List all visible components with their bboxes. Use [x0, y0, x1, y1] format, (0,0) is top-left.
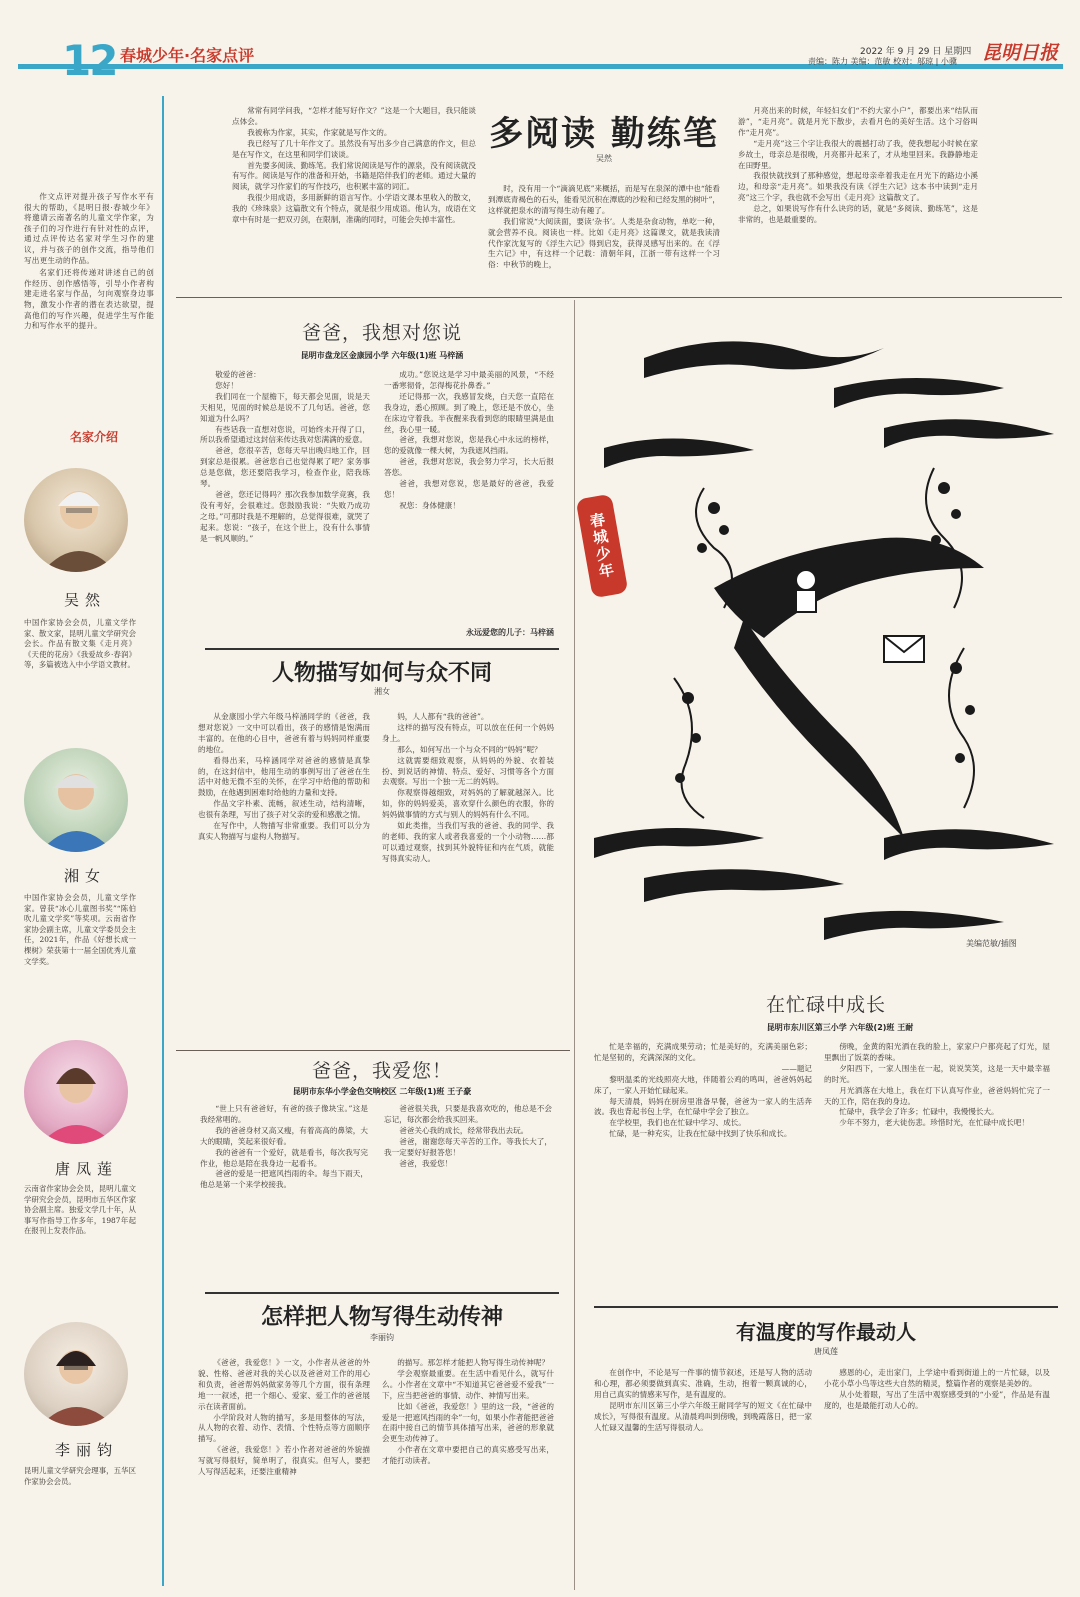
- paragraph: 首先要多阅读、勤练笔。我们常说阅读是写作的源泉，没有阅读就没有写作。阅读是写作的准备和开始，书籍是陪伴我们的老师。通过大量的阅读，就学习作家们的写作技巧，也积累丰富的词汇。: [232, 160, 476, 192]
- author-school: 昆明市东华小学金色交响校区 二年级(1)班 王子豪: [292, 1087, 472, 1096]
- editor-credits: 责编：陈力 美编：范敏 校对：邬琼 | 小骥: [808, 57, 957, 66]
- title-rule: [205, 648, 559, 650]
- article-title: 在忙碌中成长: [765, 994, 886, 1016]
- author-photo: [24, 1040, 128, 1144]
- author-name: 湘女: [64, 867, 107, 885]
- paragraph: 比如《爸爸，我爱您！》里的这一段，“爸爸的爱是一把遮风挡雨的伞”一句，如果小作者能把爸爸在雨中接自己的情节具体描写出来，爸爸的形象就会更生动传神了。: [382, 1401, 554, 1444]
- portrait-icon: [24, 1322, 128, 1426]
- author-bio: 昆明儿童文学研究会理事，五华区作家协会会员。: [24, 1466, 136, 1486]
- portrait-icon: [24, 468, 128, 572]
- paragraph: 夕阳西下，一家人围坐在一起，说说笑笑，这是一天中最幸福的时光。: [824, 1063, 1050, 1084]
- article-column: [198, 1358, 370, 1588]
- article-column: [232, 106, 476, 292]
- article-column: [382, 1358, 554, 1588]
- author-school: 昆明市盘龙区金康园小学 六年级(1)班 马梓涵: [300, 351, 464, 360]
- paragraph: 我的爸爸身材又高又瘦，有着高高的鼻梁，大大的眼睛，笑起来很好看。: [200, 1125, 368, 1146]
- paragraph: 看得出来，马梓涵同学对爸爸的感情是真挚的，在这封信中，他用生动的事例写出了爸爸在生活中对他无微不至的关怀，在学习中给他的帮助和鼓励，在他遇到困难时给他的力量和支持。: [198, 755, 370, 798]
- paragraph: 作品文字朴素、流畅，叙述生动，结构清晰，也很有条理，写出了孩子对父亲的爱和感激之情。: [198, 799, 370, 820]
- paragraph: 我的爸爸有一个爱好，就是看书，每次我写完作业，他总是陪在我身边一起看书。: [200, 1147, 368, 1168]
- article-author: 吴然: [596, 154, 612, 163]
- paragraph: 我已经写了几十年作文了。虽然没有写出多少自己满意的作文，但总是在写作文，在这里和同学们谈谈。: [232, 138, 476, 159]
- article-author: 李丽钧: [370, 1333, 394, 1342]
- paragraph: 从小处着眼，写出了生活中观察感受到的“小爱”，作品是有温度的，也是最能打动人心的。: [824, 1389, 1050, 1410]
- paragraph: 我很快就找到了那种感觉，想起母亲牵着我走在月光下的路边小溪边，和母亲“走月亮”。如果我没有读《浮生六记》这本书中读到“走月亮”这三个字，我也就不会写出《走月亮》这篇散文了。: [738, 171, 978, 203]
- article-author: 唐凤莲: [814, 1347, 838, 1356]
- paragraph: 祝您：身体健康！: [399, 500, 460, 510]
- article-column: [384, 370, 554, 620]
- paragraph: 还记得那一次，我感冒发烧，白天您一直陪在我身边，悉心照顾。到了晚上，您还是不放心，坐在床边守着我。半夜醒来我看到您的眼睛里满是血丝，我心里一暖。: [384, 391, 554, 434]
- paragraph: 常常有同学问我，“怎样才能写好作文？”这是一个大题目，我只能谈点体会。: [232, 106, 476, 126]
- paragraph: 时，没有用一个“滴滴见底”来概括，而是写在泉深的潭中也“能看到潭底青褐色的石头，能看见沉积在潭底的沙粒和已经发黑的树叶”，这样就把泉水的清写得生动有趣了。: [488, 184, 720, 215]
- paragraph: 成功。”您说这是学习中最美丽的风景，“不经一番寒彻骨，怎得梅花扑鼻香。”: [384, 370, 554, 390]
- paragraph: 在学校里，我们也在忙碌中学习、成长。: [609, 1118, 746, 1128]
- article-title: 人物描写如何与众不同: [271, 661, 492, 686]
- paragraph: 你观察得越细致，对妈妈的了解就越深入。比如，你的妈妈爱美，喜欢穿什么颜色的衣服，你的妈妈做事情的方式与别人的妈妈有什么不同。: [382, 788, 554, 820]
- sidebar-divider: [162, 96, 164, 1586]
- paragraph: 有些话我一直想对您说，可始终未开得了口，所以我希望通过这封信来传达我对您满满的爱意。: [200, 424, 370, 445]
- article-title: 多阅读 勤练笔: [489, 114, 719, 154]
- article-column: [824, 1368, 1050, 1588]
- author-photo: [24, 468, 128, 572]
- paragraph: 我们同在一个屋檐下，每天都会见面，说是天天相见，见面的时候总是说不了几句话。爸爸，您知道为什么吗？: [200, 391, 370, 423]
- paragraph: 《爸爸，我爱您！》一文，小作者从爸爸的外貌、性格、爸爸对我的关心以及爸爸对工作的用心和负责，爸爸帮妈妈做家务等几个方面，很有条理地一一叙述，把一个细心、爱家、爱工作的爸爸展示在读者面前。: [198, 1358, 370, 1411]
- paragraph: 月亮出来的时候，年轻妇女们“不约大家小户”，都要出来“结队而游”，“走月亮”。就是月光下散步，去看月色的美好生活。这个习俗叫作“走月亮”。: [738, 106, 978, 137]
- column-divider: [574, 300, 575, 1590]
- letter-signature: 永远爱您的儿子：马梓涵: [466, 628, 554, 637]
- article-title: 怎样把人物写得生动传神: [260, 1305, 503, 1330]
- article-column: [200, 1104, 368, 1274]
- article-column: [198, 712, 370, 1038]
- paragraph: 忙碌中，我学会了许多；忙碌中，我慢慢长大。: [839, 1107, 999, 1117]
- article-column: [824, 1042, 1050, 1264]
- paragraph: 忙是幸福的，充满成果劳动；忙是美好的，充满美丽色彩；忙是坚韧的，充满深深的文化。: [594, 1042, 812, 1062]
- paragraph: 敬爱的爸爸：: [215, 370, 261, 379]
- article-title: 爸爸，我想对您说: [301, 322, 462, 344]
- illustration: [584, 318, 1066, 950]
- paragraph: 小作者在文章中要把自己的真实感受写出来，才能打动读者。: [382, 1445, 554, 1466]
- paragraph: 爸爸，我想对您说，您是我心中永远的榜样，您的爱就像一棵大树，为我遮风挡雨。: [384, 435, 554, 456]
- section-divider: [176, 1050, 570, 1051]
- article-column: [594, 1042, 812, 1290]
- article-title: 有温度的写作最动人: [736, 1320, 916, 1344]
- sidebar-intro-para: 名家们还将传递对讲述自己的创作经历、创作感悟等，引导小作者构建走进名家与作品，匀向观察身边事物，激发小作者的潜在表达欲望，提高他们的写作兴趣，促进学生写作能力和写作水平的提升。: [24, 268, 154, 331]
- author-name: 吴然: [64, 591, 107, 609]
- paragraph: 忙碌，是一种充实，让我在忙碌中找到了快乐和成长。: [609, 1129, 792, 1139]
- masthead: 昆明日报: [982, 42, 1059, 64]
- paragraph: 爸爸，您很辛苦，您每天早出晚归地工作，回到家总是很累。爸爸您自己也觉得累了吧？家务事总是您做，您还要陪我学习，检查作业，陪我练琴。: [200, 446, 370, 489]
- paragraph: 我们常说“大阅读面，要读‘杂书’。人类是杂食动物，单吃一种，就会营养不良。阅读也一样。比如《走月亮》这篇课文，就是我读清代作家沈复写的《浮生六记》得到启发，获得灵感写出来的。在《浮生六记》中，有这样一个记载：清朝年间，江浙一带有这样一个习俗：中秋节的晚上，: [488, 216, 720, 270]
- author-photo: [24, 1322, 128, 1426]
- article-column: [594, 1368, 812, 1588]
- section-divider: [176, 297, 1062, 298]
- paragraph: 学会观察最重要。在生活中看见什么，就写什么。小作者在文章中“不知道其它爸爸爱不爱我”一下，应当把爸爸的事情、动作、神情写出来。: [382, 1368, 554, 1400]
- paragraph: 我很少用成语，多用新鲜的语言写作。小学语文课本里收入的散文，我的《珍珠泉》这篇散文有个特点，就是很少用成语。他认为，成语在文章中有时是一把双刃剑，在限制，准确的同时，可能会失掉丰富性。: [232, 193, 476, 225]
- column-badge-text: 春城少年: [586, 511, 617, 582]
- article-column: [200, 370, 370, 636]
- page-number: 12: [62, 36, 117, 85]
- paragraph: 每天清晨，妈妈在厨房里准备早餐，爸爸为一家人的生活奔波。我也背起书包上学，在忙碌中学会了独立。: [594, 1096, 812, 1117]
- paragraph: 爸爸关心我的成长，经常带我出去玩。: [399, 1125, 529, 1135]
- sidebar-intro-para: 作文点评对提升孩子写作水平有很大的帮助，《昆明日报·春城少年》将邀请云南著名的儿童文学作家，为孩子们的习作进行有针对性的点评，通过点评传达名家对学生习作的建议，并与孩子的创作交流，指导他们写出更生动的作品。: [24, 192, 154, 265]
- paragraph: 黎明温柔的光线照亮大地，伴随着公鸡的鸣叫，爸爸妈妈起床了，一家人开始忙碌起来。: [594, 1074, 812, 1095]
- section-title: 春城少年·名家点评: [120, 46, 255, 65]
- paragraph: 爸爸，我想对您说，我会努力学习，长大后报答您。: [384, 457, 554, 478]
- author-school: 昆明市东川区第三小学 六年级(2)班 王耐: [766, 1023, 914, 1032]
- paragraph: 如此类推，当我们写我的爸爸、我的同学、我的老师、我的家人或者我喜爱的一个小动物……都可以通过观察，找到其外貌特征和内在气质，就能写得真实动人。: [382, 821, 554, 863]
- dateline: 2022 年 9 月 29 日 星期四: [860, 47, 972, 57]
- illustration-credit: 美编范敏/插图: [966, 939, 1017, 948]
- paragraph: 那么，如何写出一个与众不同的“妈妈”呢？: [397, 744, 542, 754]
- sidebar-intro: [24, 192, 154, 334]
- paragraph: 爸爸，您还记得吗？那次我参加数学竞赛，我没有考好，会很难过。您鼓励我说：“失败乃成功之母。”可那时我是不理解的，总觉得很难，就哭了起来。您说：“孩子，在这个世上，没有什么事情是一帆风顺的。”: [200, 489, 370, 543]
- paragraph: 爸爸，我想对您说，您是最好的爸爸，我爱您！: [384, 479, 554, 499]
- title-rule: [594, 1306, 1058, 1308]
- author-bio: 云南省作家协会会员，昆明儿童文学研究会会员，昆明市五华区作家协会副主席。独爱文学几十年，从事写作指导工作多年，1987年起在报刊上发表作品。: [24, 1184, 136, 1236]
- author-name: 李丽钧: [55, 1441, 119, 1459]
- author-bio: 中国作家协会会员，儿童文学作家、散文家，昆明儿童文学研究会会长。作品有散文集《走月亮》《天使的花房》《我爱故乡·春润》等，多篇被选入中小学语文教材。: [24, 618, 136, 670]
- paragraph: “世上只有爸爸好，有爸的孩子像块宝。”这是我经常唱的。: [200, 1104, 368, 1124]
- paragraph: 昆明市东川区第三小学六年级王耐同学写的短文《在忙碌中成长》，写得很有温度。从清晨鸡叫到傍晚，到晚霞落日，把一家人忙碌又温馨的生活写得很动人。: [594, 1400, 812, 1432]
- paragraph: 感恩的心，走出家门，上学途中看到街道上的一片忙碌，以及小花小草小鸟等这些大自然的精灵，整篇作者的观察是美妙的。: [824, 1368, 1050, 1388]
- article-column: [488, 184, 720, 292]
- paragraph: 爸爸，谢谢您每天辛苦的工作。等我长大了，我一定要好好报答您！: [384, 1136, 552, 1157]
- paragraph: 总之，如果说写作有什么诀窍的话，就是“多阅读、勤练笔”，这是非常的，也是最重要的。: [738, 204, 978, 225]
- paragraph: 爸爸，我爱您！: [399, 1158, 453, 1168]
- paragraph: 少年不努力，老大徒伤悲。珍惜时光，在忙碌中成长吧！: [839, 1118, 1030, 1128]
- bird-flight-illustration: [584, 318, 1066, 950]
- article-column: [738, 106, 978, 292]
- author-name: 唐凤莲: [55, 1160, 119, 1178]
- paragraph: “走月亮”这三个字让我很大的震撼打动了我，使我想起小时候在家乡故土，母亲总是很晚，月亮都升起来了，才从地里回来。我静静地走在田野里。: [738, 138, 978, 170]
- portrait-icon: [24, 1040, 128, 1144]
- paragraph: 小学阶段对人物的描写，多是用整体的写法，从人物的衣着、动作、表情、个性特点等方面顺序描写。: [198, 1412, 370, 1444]
- paragraph: ——题记: [781, 1063, 812, 1073]
- paragraph: 在创作中，不论是写一件事的情节叙述，还是写人物的活动和心理，都必须要做到真实、准确，生动，抱着一颗真诚的心，用自己真实的情感来写作，是有温度的。: [594, 1368, 812, 1399]
- famous-authors-label: 名家介绍: [70, 430, 119, 444]
- article-column: [384, 1104, 552, 1274]
- author-bio: 中国作家协会会员，儿童文学作家。曾获“冰心儿童图书奖”“陈伯吹儿童文学奖”等奖项。云南省作家协会副主席，儿童文学委员会主任，2021年，作品《好想长成一棵树》荣获第十一届全国优秀儿童文学奖。: [24, 893, 136, 966]
- article-column: [382, 712, 554, 1038]
- paragraph: 傍晚，金黄的阳光洒在我的脸上，家家户户都亮起了灯光，屋里飘出了饭菜的香味。: [824, 1042, 1050, 1062]
- paragraph: 妈，人人都有“我的爸爸”。: [397, 712, 489, 721]
- paragraph: 这就需要细致观察，从妈妈的外貌、衣着装扮、到说话的神情、特点、爱好、习惯等各个方面去观察。写出一个独一无二的妈妈。: [382, 755, 554, 787]
- paragraph: 这样的描写没有特点，可以放在任何一个妈妈身上。: [382, 722, 554, 743]
- paragraph: 您好！: [215, 380, 238, 390]
- paragraph: 我被称为作家，其实，作家就是写作文的。: [247, 127, 392, 137]
- article-title: 爸爸，我爱您！: [311, 1060, 452, 1082]
- title-rule: [205, 1292, 559, 1294]
- article-author: 湘女: [374, 687, 390, 696]
- paragraph: 从金康园小学六年级马梓涵同学的《爸爸，我想对您说》一文中可以看出，孩子的感情是饱满而丰富的。在他的心目中，爸爸有着与妈妈同样重要的地位。: [198, 712, 370, 754]
- paragraph: 爸爸很关我，只要是我喜欢吃的，他总是不会忘记，每次都会给我买回来。: [384, 1104, 552, 1124]
- paragraph: 在写作中，人物描写非常重要。我们可以分为真实人物描写与虚构人物描写。: [198, 821, 370, 841]
- paragraph: 月光洒落在大地上，我在灯下认真写作业，爸爸妈妈忙完了一天的工作，陪在我的身边。: [824, 1085, 1050, 1106]
- portrait-icon: [24, 748, 128, 852]
- paragraph: 爸爸的爱是一把遮风挡雨的伞。每当下雨天，他总是第一个来学校接我。: [200, 1169, 368, 1190]
- paragraph: 的描写。那怎样才能把人物写得生动传神呢？: [397, 1358, 550, 1367]
- author-photo: [24, 748, 128, 852]
- paragraph: 《爸爸，我爱您！》若小作者对爸爸的外貌描写就写得很好，简单明了，很真实。但写人，要把人写得活起来，还要注重精神: [198, 1445, 370, 1477]
